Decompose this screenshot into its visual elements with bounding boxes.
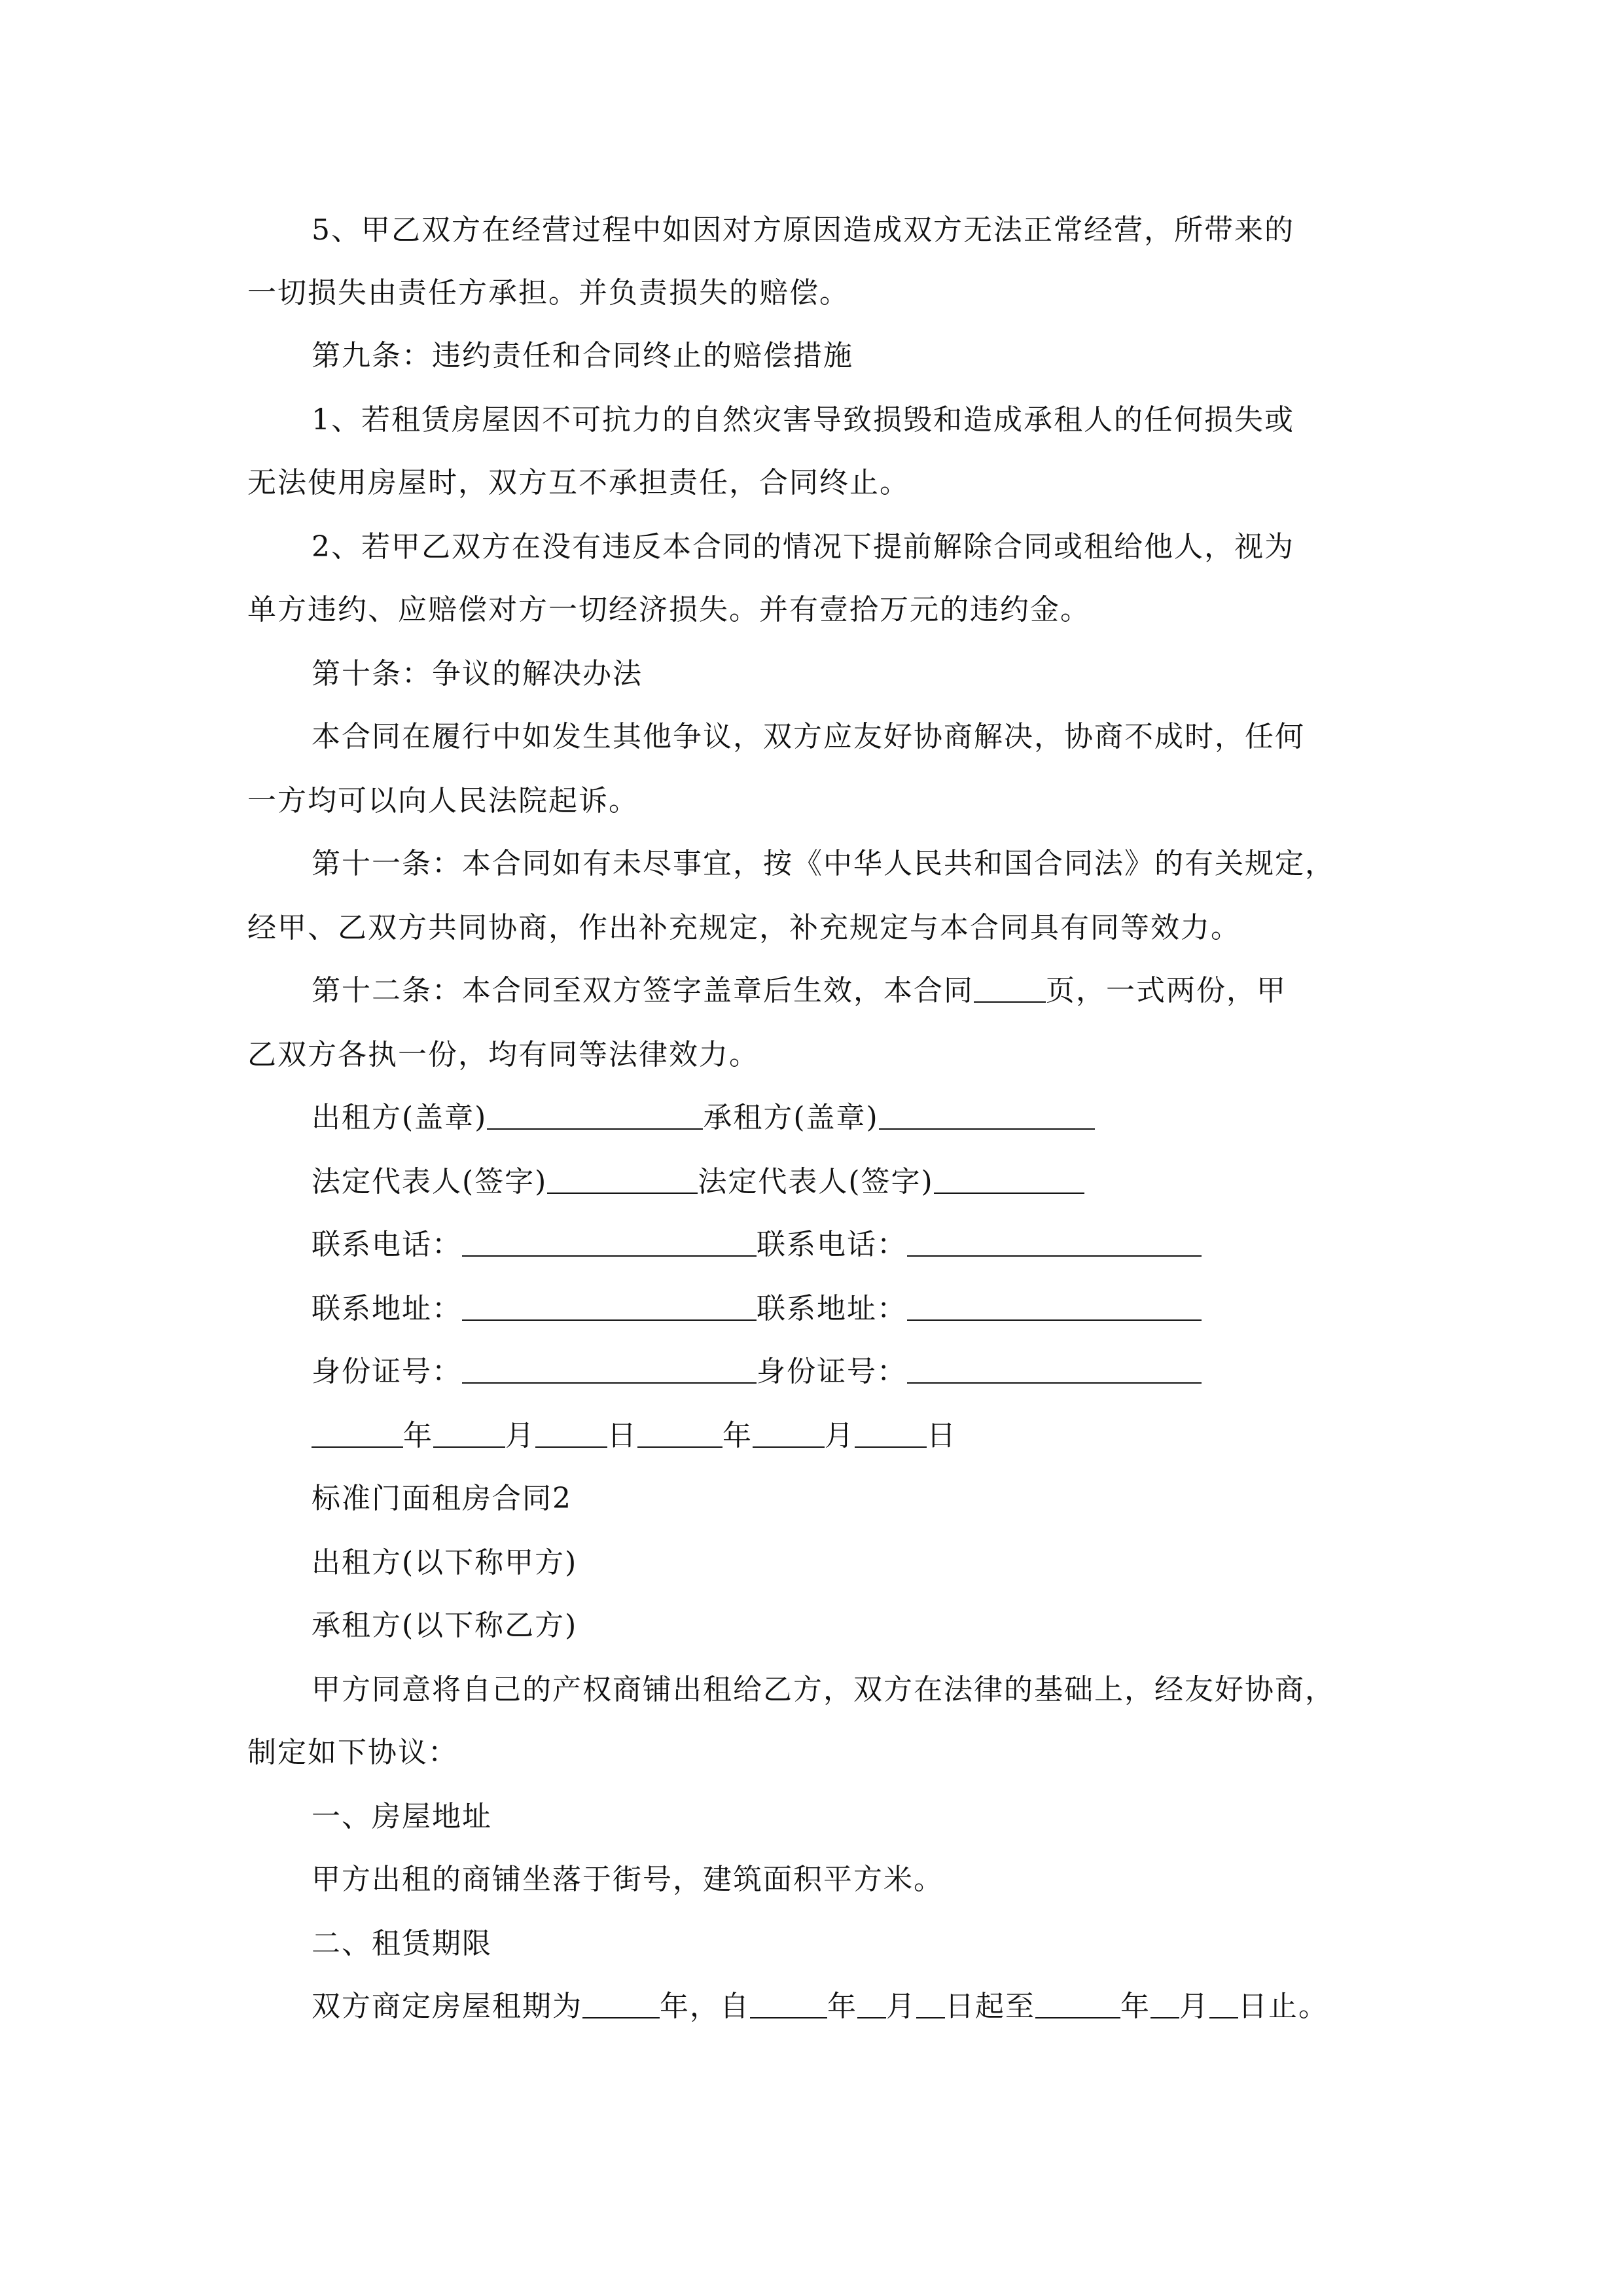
lessor-seal-label: 出租方(盖章) [312, 1101, 488, 1134]
legal-rep-label-1: 法定代表人(签字) [312, 1165, 548, 1198]
sec2-month-label-2: 月 [1179, 1990, 1209, 2023]
date-day-blank-2[interactable] [855, 1418, 927, 1448]
legal-rep-blank-1[interactable] [547, 1164, 698, 1194]
phone-blank-1[interactable] [462, 1227, 757, 1257]
sec2-text-c: 日起至 [945, 1990, 1035, 2023]
end-day-blank[interactable] [1209, 1988, 1238, 2018]
start-month-blank[interactable] [857, 1988, 886, 2018]
date-month-blank-2[interactable] [753, 1418, 825, 1448]
address-blank-2[interactable] [907, 1291, 1202, 1321]
id-label-2: 身份证号： [757, 1355, 907, 1388]
legal-rep-row [312, 1162, 1084, 1202]
phone-blank-2[interactable] [907, 1227, 1202, 1257]
date-year-blank-2[interactable] [637, 1418, 722, 1448]
lessor-seal-blank[interactable] [487, 1100, 703, 1130]
contract2-title: 标准门面租房合同2 [312, 1482, 572, 1515]
clause11-line1: 第十一条：本合同如有未尽事宜，按《中华人民共和国合同法》的有关规定， [312, 847, 1335, 880]
date-year-blank-1[interactable] [312, 1418, 403, 1448]
date-day-blank-1[interactable] [535, 1418, 607, 1448]
contract2-sec2-body [312, 1987, 1329, 2026]
clause9-item1-line1: 1、若租赁房屋因不可抗力的自然灾害导致损毁和造成承租人的任何损失或 [312, 403, 1294, 437]
end-year-blank[interactable] [1035, 1988, 1120, 2018]
date-year-label-2: 年 [722, 1419, 753, 1452]
term-years-blank[interactable] [582, 1988, 660, 2018]
clause10-line2: 一方均可以向人民法院起诉。 [247, 784, 639, 817]
phone-row [312, 1225, 1202, 1265]
start-year-blank[interactable] [750, 1988, 827, 2018]
clause8-item5-line2: 一切损失由责任方承担。并负责损失的赔偿。 [247, 276, 849, 310]
contract2-sec1-title: 一、房屋地址 [312, 1800, 492, 1833]
seal-row [312, 1098, 1095, 1138]
clause8-item5-line1: 5、甲乙双方在经营过程中如因对方原因造成双方无法正常经营，所带来的 [312, 213, 1294, 247]
contract2-lessor: 出租方(以下称甲方) [312, 1546, 578, 1579]
id-label-1: 身份证号： [312, 1355, 462, 1388]
address-label-1: 联系地址： [312, 1292, 462, 1325]
lessee-seal-label: 承租方(盖章) [703, 1101, 879, 1134]
contract2-intro-line2: 制定如下协议： [247, 1736, 458, 1769]
contract2-intro-line1: 甲方同意将自己的产权商铺出租给乙方，双方在法律的基础上，经友好协商， [312, 1673, 1335, 1706]
id-blank-2[interactable] [907, 1354, 1202, 1384]
clause12-line2: 乙双方各执一份，均有同等法律效力。 [247, 1038, 759, 1071]
date-month-blank-1[interactable] [433, 1418, 505, 1448]
start-day-blank[interactable] [916, 1988, 945, 2018]
phone-label-2: 联系电话： [757, 1228, 907, 1261]
clause12-text-b: 页，一式两份，甲 [1046, 974, 1287, 1007]
address-row [312, 1289, 1202, 1329]
clause9-item2-line1: 2、若甲乙双方在没有违反本合同的情况下提前解除合同或租给他人，视为 [312, 530, 1294, 564]
lessee-seal-blank[interactable] [879, 1100, 1095, 1130]
id-row [312, 1352, 1202, 1391]
address-label-2: 联系地址： [757, 1292, 907, 1325]
clause10-title: 第十条：争议的解决办法 [312, 657, 643, 691]
clause9-title: 第九条：违约责任和合同终止的赔偿措施 [312, 339, 853, 372]
contract2-sec1-body: 甲方出租的商铺坐落于街号，建筑面积平方米。 [312, 1863, 944, 1896]
sec2-text-d: 日止。 [1238, 1990, 1329, 2023]
sec2-text-b: 年，自 [660, 1990, 750, 2023]
date-year-label-1: 年 [403, 1419, 433, 1452]
clause9-item2-line2: 单方违约、应赔偿对方一切经济损失。并有壹拾万元的违约金。 [247, 593, 1090, 626]
end-month-blank[interactable] [1150, 1988, 1179, 2018]
clause12-line1 [312, 971, 1287, 1011]
sec2-month-label-1: 月 [886, 1990, 916, 2023]
contract2-sec2-title: 二、租赁期限 [312, 1927, 492, 1960]
page-count-blank[interactable] [974, 973, 1046, 1003]
sec2-text-a: 双方商定房屋租期为 [312, 1990, 582, 2023]
sec2-year-label-1: 年 [827, 1990, 857, 2023]
phone-label-1: 联系电话： [312, 1228, 462, 1261]
contract2-lessee: 承租方(以下称乙方) [312, 1609, 578, 1642]
clause11-line2: 经甲、乙双方共同协商，作出补充规定，补充规定与本合同具有同等效力。 [247, 911, 1241, 944]
date-row [312, 1416, 957, 1456]
date-month-label-2: 月 [825, 1419, 855, 1452]
date-day-label-2: 日 [927, 1419, 957, 1452]
address-blank-1[interactable] [462, 1291, 757, 1321]
legal-rep-label-2: 法定代表人(签字) [698, 1165, 934, 1198]
clause9-item1-line2: 无法使用房屋时，双方互不承担责任，合同终止。 [247, 466, 910, 499]
clause12-text-a: 第十二条：本合同至双方签字盖章后生效，本合同 [312, 974, 974, 1007]
date-day-label-1: 日 [607, 1419, 637, 1452]
clause10-line1: 本合同在履行中如发生其他争议，双方应友好协商解决，协商不成时，任何 [312, 720, 1305, 753]
legal-rep-blank-2[interactable] [934, 1164, 1084, 1194]
date-month-label-1: 月 [505, 1419, 535, 1452]
id-blank-1[interactable] [462, 1354, 757, 1384]
sec2-year-label-2: 年 [1120, 1990, 1150, 2023]
